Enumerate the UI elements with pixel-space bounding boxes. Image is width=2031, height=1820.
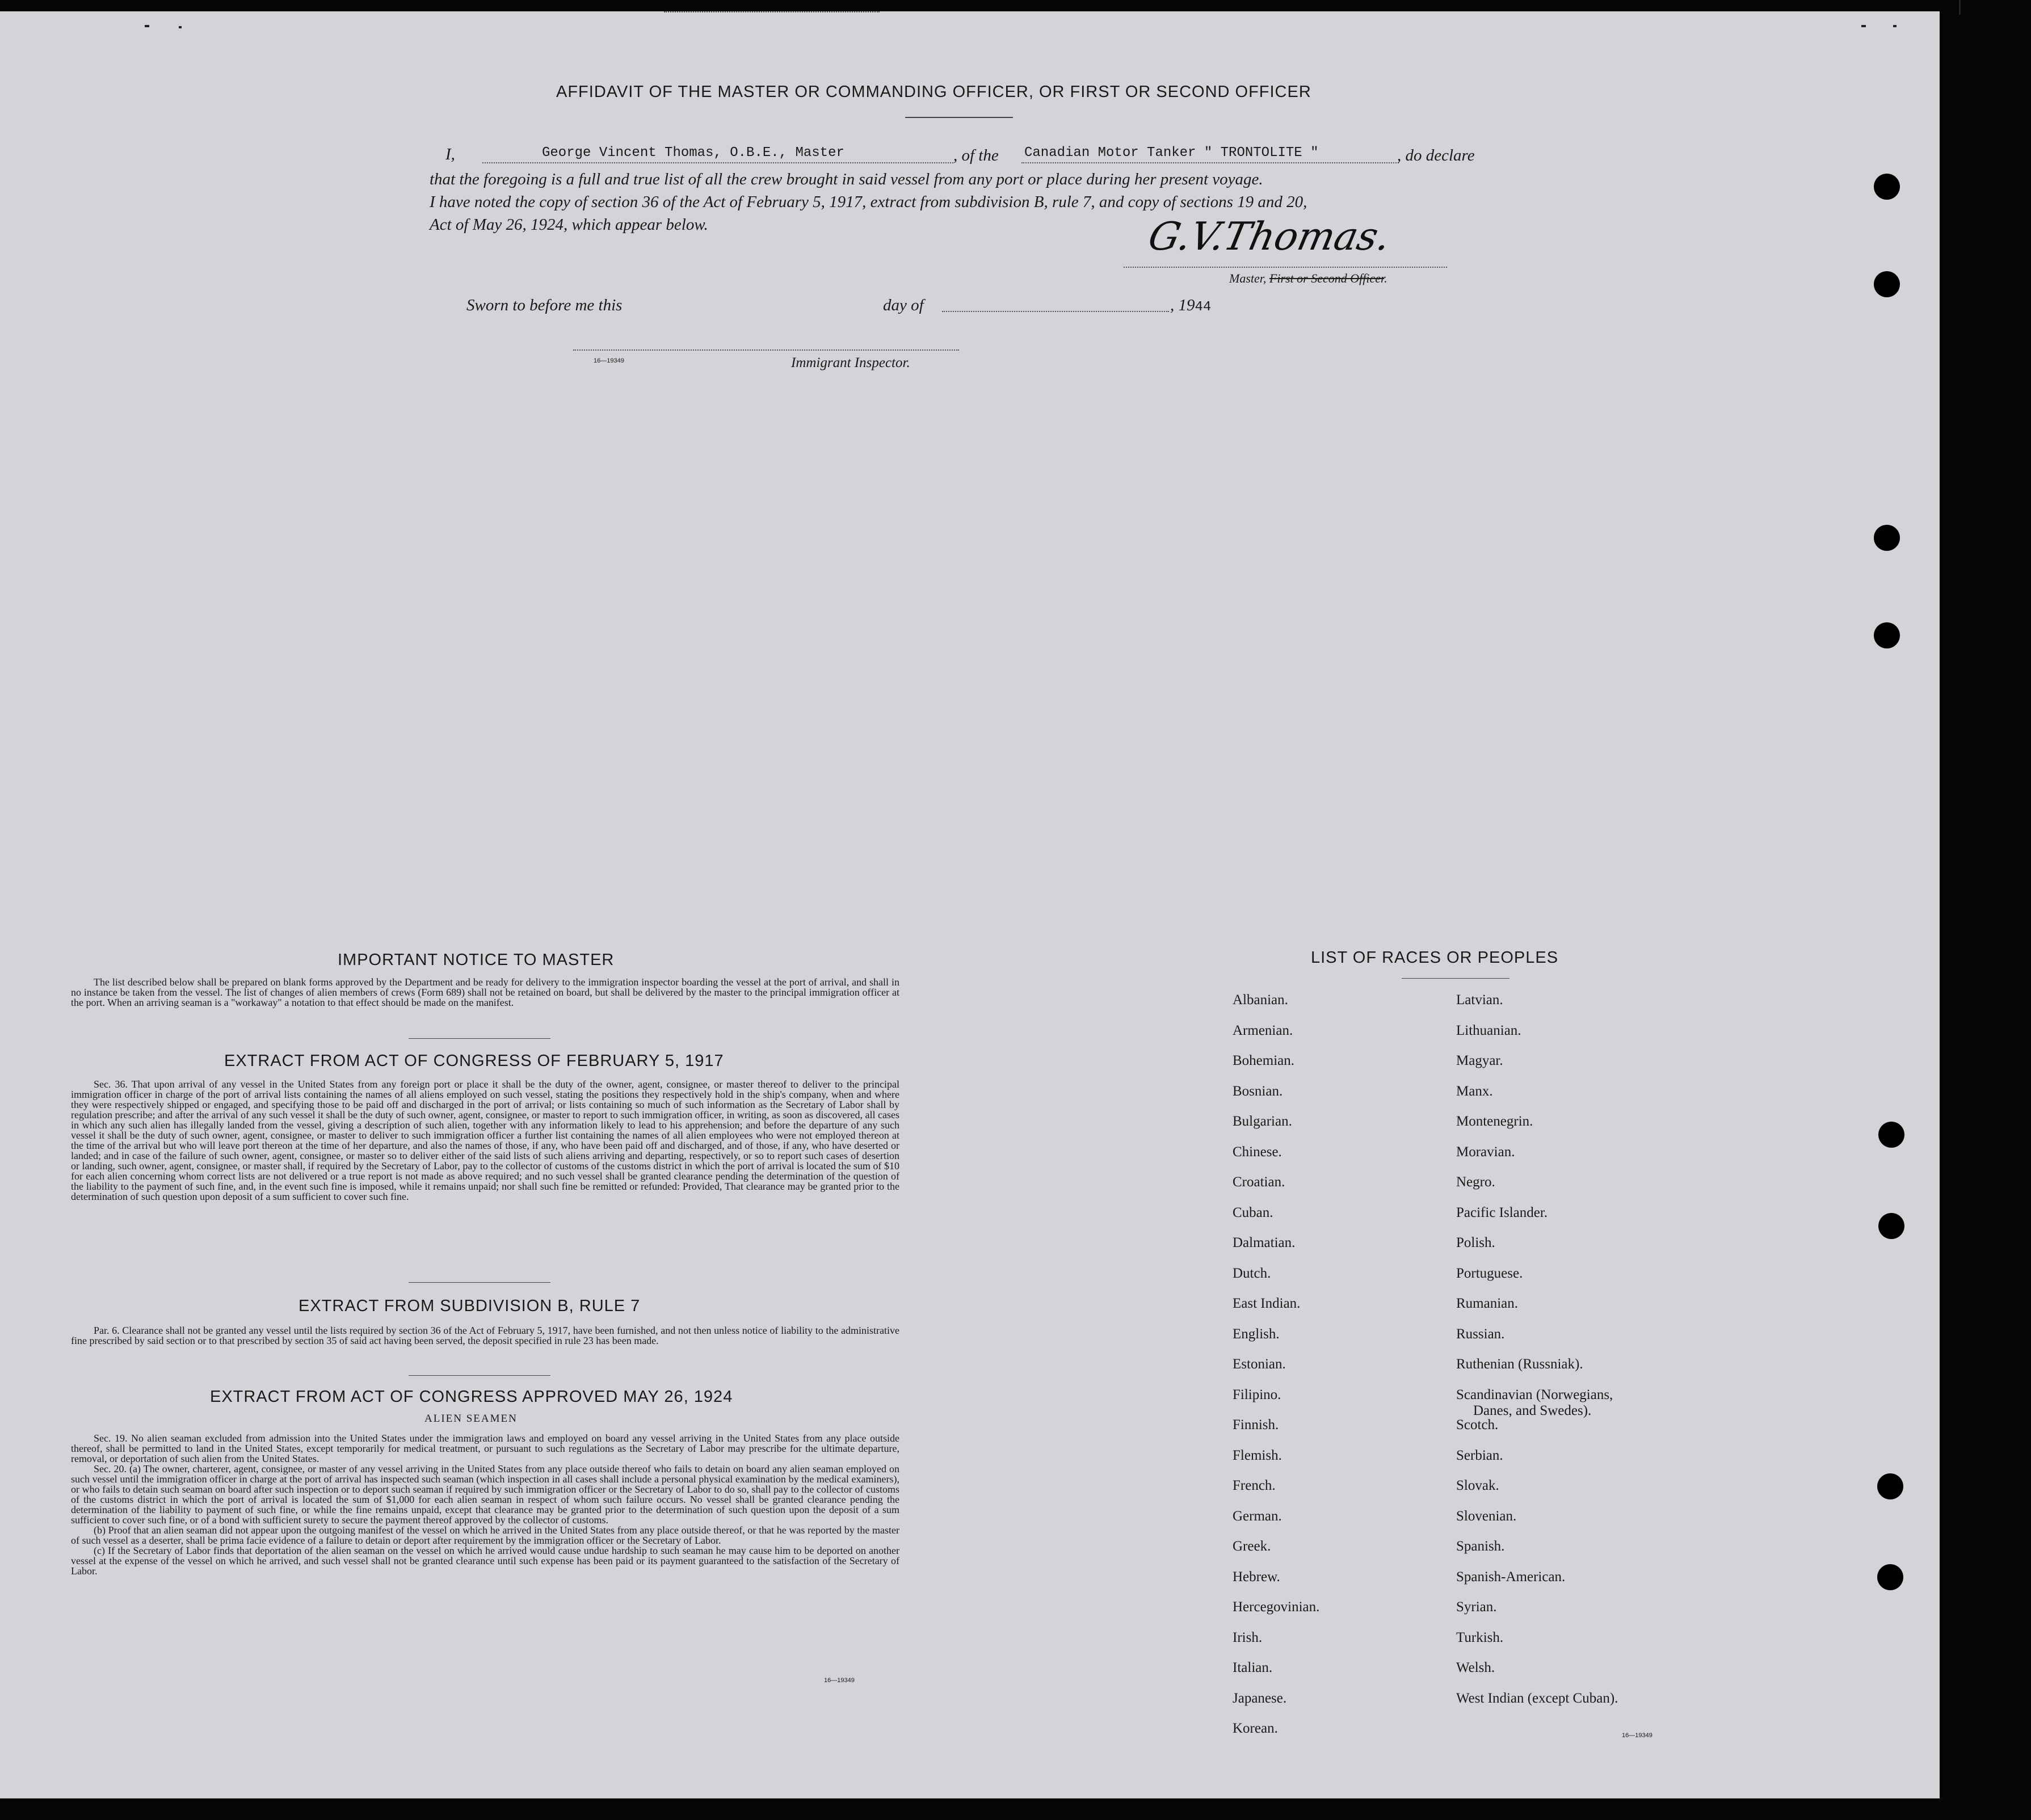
race-item: Filipino. (1233, 1387, 1281, 1402)
race-item: Slovak. (1456, 1478, 1499, 1493)
race-item: Pacific Islander. (1456, 1204, 1548, 1220)
affidavit-line-3: I have noted the copy of section 36 of the Act of February 5, 1917, extract from subdivision B, rule 7, and copy of sections 19 and 20, (430, 193, 1307, 211)
rule7-body: Par. 6. Clearance shall not be granted any vessel until the lists required by section 36 of the Act of February 5, 1917, have been furnished, and not then unless notice of liability to the administrative fine prescribed by said section or to that prescribed by section 35 of said act having been served, the deposit specified in rule 23 has been made. (71, 1325, 899, 1346)
race-item: Flemish. (1233, 1447, 1282, 1463)
race-item: Moravian. (1456, 1144, 1515, 1160)
race-item: Dalmatian. (1233, 1235, 1296, 1250)
race-item: Armenian. (1233, 1022, 1293, 1038)
race-item: Rumanian. (1456, 1296, 1519, 1311)
inspector-line (573, 349, 959, 351)
race-item: Japanese. (1233, 1690, 1287, 1706)
notice-body: The list described below shall be prepared on blank forms approved by the Department and be ready for delivery to the immigration inspector boarding the vessel at the port of arrival, and shall in no instance be taken from the vessel. The list of changes of alien members of crews (Form 689) shall not be retained on board, but shall be delivered by the master to the principal immigration officer at the port. When an arriving seaman is a "workaway" a notation to that effect should be made on the manifest. (71, 976, 899, 1008)
rule7-rule (409, 1375, 550, 1376)
affidavit-line-4: Act of May 26, 1924, which appear below. (430, 216, 708, 234)
extract-1924-body (71, 1433, 899, 1576)
race-item: Hebrew. (1233, 1569, 1280, 1585)
races-title: LIST OF RACES OR PEOPLES (1311, 949, 1559, 967)
race-item: Bosnian. (1233, 1083, 1283, 1099)
officer-end: . (1384, 271, 1387, 285)
race-item: Scandinavian (Norwegians, (1456, 1387, 1613, 1402)
race-item: Ruthenian (Russniak). (1456, 1356, 1583, 1372)
race-item: Turkish. (1456, 1629, 1504, 1645)
race-item: French. (1233, 1478, 1276, 1493)
master-signature: G.V.Thomas. (1144, 214, 1395, 259)
punch-hole (1874, 622, 1900, 648)
punch-hole (1877, 1564, 1903, 1590)
race-item: Scotch. (1456, 1417, 1499, 1433)
document-page (0, 11, 1940, 1798)
vessel-name-value: Canadian Motor Tanker " TRONTOLITE " (1024, 145, 1319, 161)
race-item: Slovenian. (1456, 1508, 1517, 1524)
extract-1917-rule (409, 1282, 550, 1283)
extract-1924-title: EXTRACT FROM ACT OF CONGRESS APPROVED MAY 26, 1924 (210, 1388, 733, 1406)
extract-1917-body: Sec. 36. That upon arrival of any vessel in the United States from any foreign port or place it shall be the duty of the owner, agent, consignee, or master thereof to deliver to the principal immigration officer in charge of the port of arrival lists containing the names of all aliens employed on such vessel, stating the positions they respectively hold in the ship's company, when and where they were respectively shipped or engaged, and specifying those to be paid off and discharged in the port of arrival; or lists containing so much of such information as the Secretary of Labor shall by regulation prescribe; and after the arrival of any such vessel it shall be the duty of such owner, agent, consignee, or master to report to such immigration officer, in writing, as soon as discovered, all cases in which any such alien has illegally landed from the vessel, giving a description of such alien, together with any information likely to lead to his apprehension; and before the departure of any such vessel it shall be the duty of such owner, agent, consignee, or master to deliver to such immigration officer a further list containing the names of all alien employees who were not employed thereon at the time of the arrival but who will leave port thereon at the time of her departure, and also the names of those, if any, who have been paid off and discharged, and of those, if any, who have deserted or landed; and in case of the failure of such owner, agent, consignee, or master so to deliver either of the said lists of such aliens arriving and departing, respectively, or so to report such cases of desertion or landing, such owner, agent, consignee, or master shall, if required by the Secretary of Labor, pay to the collector of customs of the customs district in which the port of arrival is located the sum of $10 for each alien concerning whom correct lists are not delivered or a true report is not made as above required; and no such vessel shall be granted clearance pending the determination of the question of the liability to the payment of such fine, and, in the event such fine is imposed, while it remains unpaid; nor shall such fine be remitted or refunded: Provided, That clearance may be granted prior to the determination of such question upon deposit of a sum sufficient to cover such fine. (71, 1078, 899, 1202)
race-item: Dutch. (1233, 1265, 1271, 1281)
notice-form-number: 16—19349 (824, 1677, 855, 1684)
master-name-value: George Vincent Thomas, O.B.E., Master (542, 145, 844, 161)
scan-speck (179, 26, 182, 28)
race-item: Welsh. (1456, 1660, 1495, 1675)
race-item: Albanian. (1233, 992, 1288, 1008)
race-item: Spanish-American. (1456, 1569, 1566, 1585)
sec-20b-paragraph: (b) Proof that an alien seaman did not appear upon the outgoing manifest of the vessel on which he arrived in the United States from any place outside thereof, or that he was reported by the master of such vessel as a deserter, shall be prima facie evidence of a failure to detain or deport after requirement by the immigration officer or the Secretary of Labor. (71, 1524, 899, 1546)
officer-master-label: Master, (1229, 271, 1267, 285)
vessel-line (1021, 162, 1399, 163)
race-item: Lithuanian. (1456, 1022, 1521, 1038)
sworn-day-line (664, 11, 880, 12)
affidavit-form-number: 16—19349 (594, 357, 624, 364)
race-item: Finnish. (1233, 1417, 1279, 1433)
scan-speck (1959, 0, 1961, 15)
race-item: Russian. (1456, 1326, 1505, 1342)
scan-speck (145, 25, 149, 27)
race-item: Danes, and Swedes). (1473, 1402, 1592, 1418)
race-item: Montenegrin. (1456, 1114, 1533, 1129)
race-item: Latvian. (1456, 992, 1503, 1008)
race-item: Portuguese. (1456, 1265, 1523, 1281)
race-item: Magyar. (1456, 1053, 1503, 1068)
year-label (1170, 296, 1211, 315)
inspector-label: Immigrant Inspector. (791, 355, 910, 370)
of-the-label: , of the (953, 146, 999, 165)
notice-rule (409, 1038, 550, 1039)
punch-hole (1878, 1213, 1904, 1239)
year-value: 44 (1195, 300, 1212, 315)
rule7-title: EXTRACT FROM SUBDIVISION B, RULE 7 (298, 1297, 641, 1315)
race-item: Greek. (1233, 1539, 1271, 1554)
scan-speck (1861, 25, 1866, 27)
sec-19-paragraph: Sec. 19. No alien seaman excluded from admission into the United States under the immigration laws and employed on board any vessel arriving in the United States from any place outside thereof, shall be permitted to land in the United States, except temporarily for medical treatment, or pursuant to such regulations as the Secretary of Labor may prescribe for the ultimate departure, removal, or deportation of such alien from the United States. (71, 1433, 899, 1464)
race-item: Italian. (1233, 1660, 1273, 1675)
race-item: Serbian. (1456, 1447, 1503, 1463)
sworn-label: Sworn to before me this (466, 296, 623, 314)
punch-hole (1878, 1122, 1904, 1148)
punch-hole (1874, 271, 1900, 297)
scan-speck (1893, 25, 1897, 27)
race-item: English. (1233, 1326, 1280, 1342)
i-label: I, (445, 145, 455, 163)
race-item: Polish. (1456, 1235, 1495, 1250)
race-item: Croatian. (1233, 1174, 1285, 1190)
race-item: Bulgarian. (1233, 1114, 1292, 1129)
signature-line (1124, 267, 1447, 268)
race-item: German. (1233, 1508, 1282, 1524)
sec-20a-paragraph: Sec. 20. (a) The owner, charterer, agent, consignee, or master of any vessel arriving in the United States from any place outside thereof who fails to detain on board any alien seaman employed on such vessel until the immigration officer in charge at the port of arrival has inspected such seaman (which inspection in all cases shall include a personal physical examination by the medical examiners), or who fails to detain such seaman on board after such inspection or to deport such seaman if required by such immigration officer or the Secretary of Labor to do so, shall pay to the collector of customs of the customs district in which the port of arrival is located the sum of $1,000 for each alien seaman in respect of whom such failure occurs. No vessel shall be granted clearance pending the determination of the liability to payment of such fine, or while the fine remains unpaid, except that clearance may be granted prior to the determination of such question upon the deposit of a sum sufficient to cover such fine, or of a bond with sufficient surety to secure the payment thereof approved by the collector of customs. (71, 1463, 899, 1526)
notice-title: IMPORTANT NOTICE TO MASTER (338, 951, 615, 969)
race-item: Cuban. (1233, 1204, 1273, 1220)
officer-struck-label: First or Second Officer (1269, 271, 1385, 285)
race-item: Negro. (1456, 1174, 1495, 1190)
races-form-number: 16—19349 (1622, 1732, 1652, 1739)
race-item: Irish. (1233, 1629, 1263, 1645)
affidavit-line-2: that the foregoing is a full and true list of all the crew brought in said vessel from any port or place during her present voyage. (430, 170, 1263, 188)
race-item: Estonian. (1233, 1356, 1286, 1372)
declare-label: , do declare (1397, 146, 1475, 165)
race-item: Spanish. (1456, 1539, 1505, 1554)
race-item: Manx. (1456, 1083, 1493, 1099)
day-of-label: day of (883, 296, 924, 314)
race-item: Syrian. (1456, 1599, 1497, 1615)
officer-title (1229, 271, 1387, 286)
races-rule (1402, 978, 1509, 979)
race-item: East Indian. (1233, 1296, 1301, 1311)
sec-20c-paragraph: (c) If the Secretary of Labor finds that deportation of the alien seaman on the vessel on which he arrived would cause undue hardship to such seaman he may cause him to be deported on another vessel at the expense of the vessel on which he arrived, and such vessel shall not be granted clearance until such expense has been paid or its payment guaranteed to the satisfaction of the Secretary of Labor. (71, 1545, 899, 1577)
race-item: West Indian (except Cuban). (1456, 1690, 1618, 1706)
extract-1917-title: EXTRACT FROM ACT OF CONGRESS OF FEBRUARY 5, 1917 (224, 1052, 724, 1070)
year-prefix: , 19 (1170, 296, 1195, 314)
sworn-month-line (942, 311, 1169, 312)
title-rule (905, 117, 1013, 118)
punch-hole (1874, 174, 1900, 200)
punch-hole (1874, 525, 1900, 551)
punch-hole (1877, 1473, 1903, 1499)
race-item: Bohemian. (1233, 1053, 1295, 1068)
race-item: Hercegovinian. (1233, 1599, 1320, 1615)
affidavit-title: AFFIDAVIT OF THE MASTER OR COMMANDING OFFICER, OR FIRST OR SECOND OFFICER (556, 83, 1311, 101)
race-item: Chinese. (1233, 1144, 1282, 1160)
race-item: Korean. (1233, 1721, 1278, 1736)
name-line (482, 162, 953, 163)
alien-seamen-subtitle: ALIEN SEAMEN (424, 1413, 518, 1425)
